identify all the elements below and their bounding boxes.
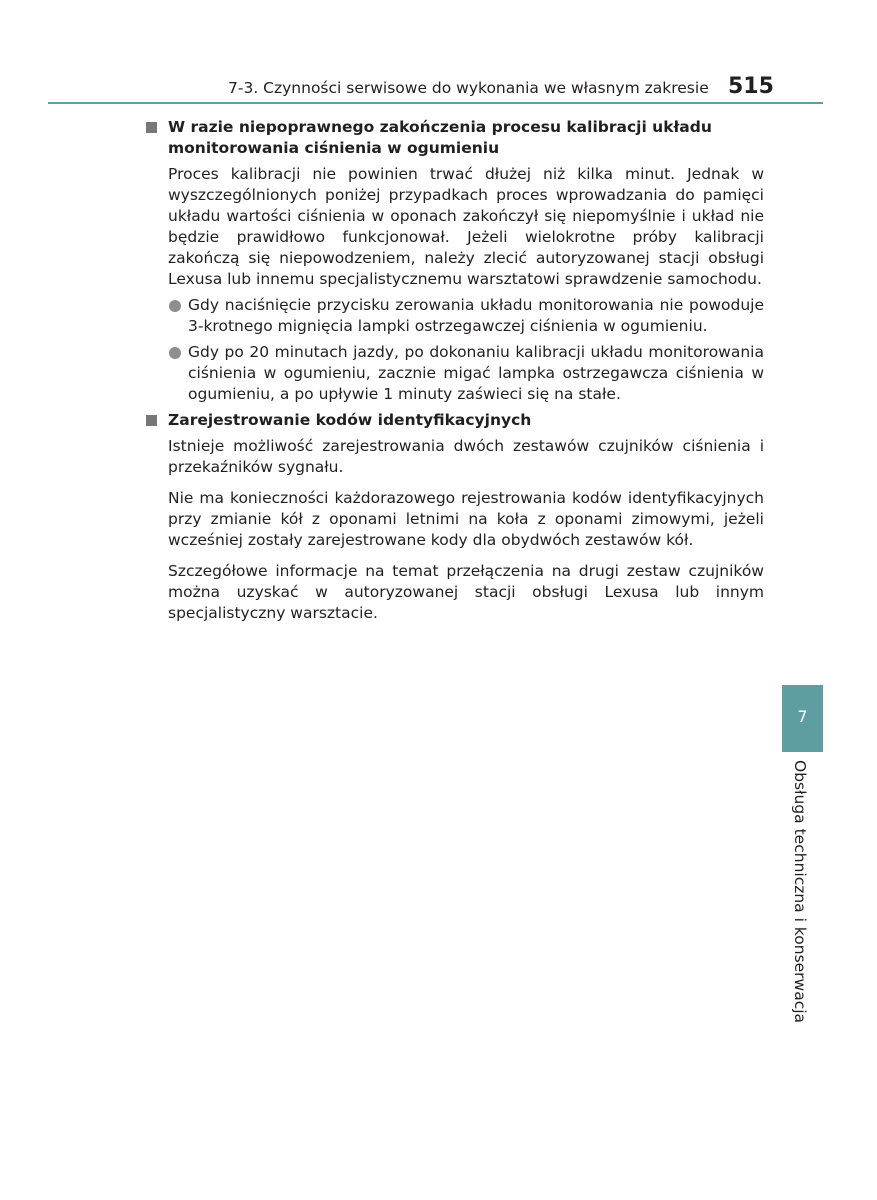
section-heading-text: W razie niepoprawnego zakończenia procesu kalibracji układu monitorowania ciśnienia w ogumieniu [168, 118, 712, 157]
page-number: 515 [728, 74, 774, 99]
circle-bullet-icon [169, 300, 181, 312]
paragraph: Szczegółowe informacje na temat przełączenia na drugi zestaw czujników można uzyskać w autoryzowanej stacji obsługi Lexusa lub innym specjalistyczny warsztacie. [168, 562, 764, 622]
list-item-text: Gdy naciśnięcie przycisku zerowania układu monitorowania nie powoduje 3-krotnego mignięcia lampki ostrzegawczej ciśnienia w ogumieniu. [188, 296, 764, 335]
list-item [188, 295, 764, 337]
page-content [144, 117, 764, 634]
list-item [188, 342, 764, 405]
circle-bullet-icon [169, 347, 181, 359]
list-item-text: Gdy po 20 minutach jazdy, po dokonaniu kalibracji układu monitorowania ciśnienia w ogumieniu, zacznie migać lampka ostrzegawcza ciśnienia w ogumieniu, a po upływie 1 minuty zaświeci się na stałe. [188, 343, 764, 403]
running-header: 7-3. Czynności serwisowe do wykonania we własnym zakresie [228, 79, 709, 97]
paragraph: Proces kalibracji nie powinien trwać dłużej niż kilka minut. Jednak w wyszczególnionych poniżej przypadkach proces wprowadzania do pamięci układu wartości ciśnienia w oponach zakończył się niepomyślnie i układ nie będzie prawidłowo funkcjonował. Jeżeli wielokrotne próby kalibracji zakończą się niepowodzeniem, należy zlecić autoryzowanej stacji obsługi Lexusa lub innemu specjalistycznemu warsztatowi sprawdzenie samochodu. [168, 165, 764, 288]
section-heading-text: Zarejestrowanie kodów identyfikacyjnych [168, 411, 532, 429]
square-bullet-icon [146, 415, 157, 426]
section-heading [144, 410, 764, 431]
section-id-codes [144, 410, 764, 624]
chapter-tab [782, 685, 823, 752]
chapter-number: 7 [797, 707, 808, 726]
header-rule [48, 102, 823, 104]
section-heading [144, 117, 764, 159]
paragraph: Nie ma konieczności każdorazowego rejestrowania kodów identyfikacyjnych przy zmianie kół z oponami letnimi na koła z oponami zimowymi, jeżeli wcześniej zostały zarejestrowane kody dla obydwóch zestawów kół. [168, 489, 764, 549]
section-calibration-failure [144, 117, 764, 405]
square-bullet-icon [146, 122, 157, 133]
chapter-title: Obsługa techniczna i konserwacja [791, 760, 809, 1024]
paragraph: Istnieje możliwość zarejestrowania dwóch zestawów czujników ciśnienia i przekaźników sygnału. [168, 437, 764, 476]
